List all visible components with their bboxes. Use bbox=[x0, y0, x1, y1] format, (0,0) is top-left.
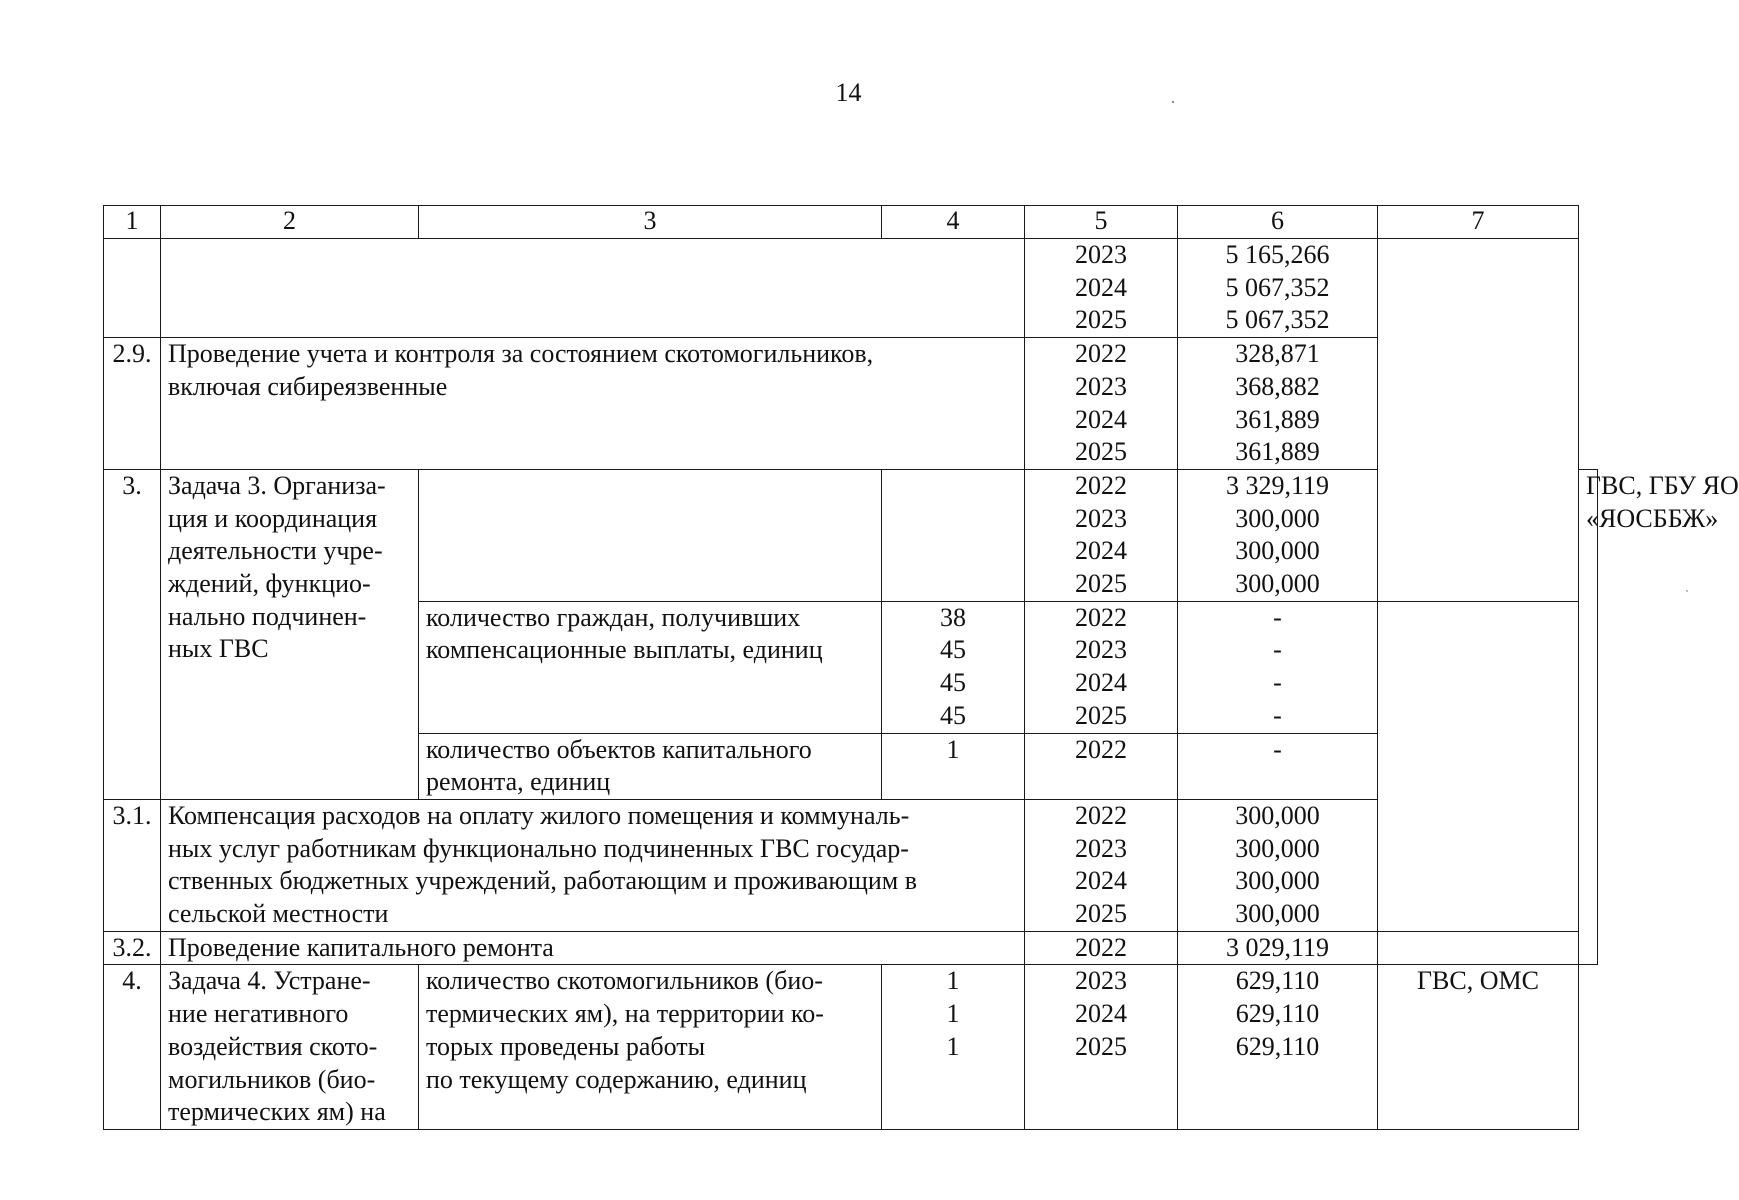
amount: 361,889 bbox=[1235, 437, 1320, 467]
executor-cell: ГВС, ОМС bbox=[1378, 965, 1579, 1130]
amount: - bbox=[1273, 700, 1282, 730]
text-line: нально подчинен- bbox=[168, 601, 367, 631]
years-cell bbox=[1025, 799, 1178, 931]
amount: 300,000 bbox=[1235, 800, 1320, 830]
text-line: ных ГВС bbox=[168, 634, 269, 664]
row-number: 4. bbox=[104, 965, 161, 1130]
amount: 629,110 bbox=[1235, 1031, 1320, 1061]
value-cell bbox=[882, 469, 1025, 601]
table-row-continuation bbox=[104, 239, 1598, 338]
text-line: количество объектов капитального bbox=[426, 734, 812, 764]
year: 2024 bbox=[1075, 272, 1127, 302]
year: 2022 bbox=[1025, 931, 1178, 965]
year: 2024 bbox=[1075, 668, 1127, 698]
text-line: количество скотомогильников (био- bbox=[426, 966, 823, 996]
amount: 629,110 bbox=[1235, 966, 1320, 996]
text-line: деятельности учре- bbox=[168, 536, 383, 566]
amount: 5 067,352 bbox=[1225, 305, 1330, 335]
amounts-cell bbox=[1178, 239, 1378, 338]
table-row-3-2 bbox=[104, 931, 1598, 965]
amount: 3 029,119 bbox=[1178, 931, 1378, 965]
amount: 368,882 bbox=[1235, 371, 1320, 401]
years-cell bbox=[1025, 338, 1178, 470]
year: 2022 bbox=[1075, 339, 1127, 369]
executor-cell-empty bbox=[1378, 239, 1579, 602]
amount: - bbox=[1273, 734, 1282, 764]
row-number: 3.2. bbox=[104, 931, 161, 965]
page-number: 14 bbox=[835, 78, 862, 107]
year: 2023 bbox=[1075, 966, 1127, 996]
year: 2025 bbox=[1075, 700, 1127, 730]
text-line: Проведение учета и контроля за состоянием скотомогильников, bbox=[168, 339, 874, 369]
text-line: ремонта, единиц bbox=[426, 767, 611, 797]
row-number: 2.9. bbox=[104, 338, 161, 470]
text-line: ных услуг работникам функционально подчиненных ГВС государ- bbox=[168, 833, 909, 863]
amount: 328,871 bbox=[1235, 339, 1320, 369]
header-row bbox=[104, 206, 1598, 239]
indicator-value: 1 bbox=[946, 1031, 960, 1061]
text-line: термических ям) на bbox=[168, 1097, 386, 1127]
indicator-text bbox=[419, 965, 882, 1130]
years-cell bbox=[1025, 239, 1178, 338]
amount: 5 067,352 bbox=[1225, 272, 1330, 302]
program-table bbox=[103, 205, 1739, 1130]
indicator-cell bbox=[419, 469, 882, 601]
header-cell: 6 bbox=[1178, 206, 1378, 239]
task-title bbox=[161, 965, 419, 1130]
year: 2024 bbox=[1075, 866, 1127, 896]
amount: 361,889 bbox=[1235, 404, 1320, 434]
indicator-value: 1 bbox=[946, 734, 960, 764]
amount: 5 165,266 bbox=[1225, 240, 1330, 269]
executor-line: «ЯОСББЖ» bbox=[1586, 503, 1719, 533]
year: 2025 bbox=[1075, 1031, 1127, 1061]
text-line: ция и координация bbox=[168, 503, 378, 533]
year: 2024 bbox=[1075, 404, 1127, 434]
row-number: 3.1. bbox=[104, 799, 161, 931]
scan-speck bbox=[1172, 101, 1174, 103]
text-line: могильников (био- bbox=[168, 1064, 376, 1094]
header-cell: 2 bbox=[161, 206, 419, 239]
indicator-value: 38 bbox=[940, 602, 966, 632]
year: 2023 bbox=[1075, 635, 1127, 665]
text-line: по текущему содержанию, единиц bbox=[426, 1064, 807, 1094]
year: 2022 bbox=[1075, 800, 1127, 830]
indicator-values bbox=[882, 965, 1025, 1130]
text-line: торых проведены работы bbox=[426, 1031, 706, 1061]
year: 2024 bbox=[1075, 536, 1127, 566]
indicator-value: 45 bbox=[940, 668, 966, 698]
text-cell bbox=[161, 239, 1025, 338]
amount: 300,000 bbox=[1235, 833, 1320, 863]
row-number: 3. bbox=[104, 469, 161, 799]
indicator-text bbox=[419, 733, 882, 799]
table-row-task-4 bbox=[104, 965, 1598, 1130]
text-line: Задача 4. Устране- bbox=[168, 966, 371, 996]
table-row-3-1 bbox=[104, 799, 1598, 931]
text-line: компенсационные выплаты, единиц bbox=[426, 635, 823, 665]
year: 2022 bbox=[1075, 734, 1127, 764]
amount: 3 329,119 bbox=[1225, 470, 1330, 500]
text-line: ждений, функцио- bbox=[168, 569, 371, 599]
indicator-values bbox=[882, 601, 1025, 733]
amounts-cell bbox=[1178, 338, 1378, 470]
amounts-cell bbox=[1178, 965, 1378, 1130]
year: 2025 bbox=[1075, 899, 1127, 929]
text-line: воздействия ското- bbox=[168, 1031, 378, 1061]
amount: 300,000 bbox=[1235, 866, 1320, 896]
text-line: ственных бюджетных учреждений, работающим и проживающим в bbox=[168, 866, 917, 896]
amounts-cell bbox=[1178, 733, 1378, 799]
task-title bbox=[161, 469, 419, 799]
amount: 300,000 bbox=[1235, 503, 1320, 533]
amount: 300,000 bbox=[1235, 569, 1320, 599]
header-cell: 4 bbox=[882, 206, 1025, 239]
table-row-2-9 bbox=[104, 338, 1598, 470]
year: 2023 bbox=[1075, 240, 1127, 269]
header-cell: 7 bbox=[1378, 206, 1579, 239]
executor-cell-empty bbox=[1378, 931, 1579, 965]
amount: 300,000 bbox=[1235, 536, 1320, 566]
year: 2025 bbox=[1075, 305, 1127, 335]
num-cell bbox=[104, 239, 161, 338]
indicator-values bbox=[882, 733, 1025, 799]
amount: 300,000 bbox=[1235, 899, 1320, 929]
year: 2023 bbox=[1075, 371, 1127, 401]
header-cell: 1 bbox=[104, 206, 161, 239]
amount: - bbox=[1273, 635, 1282, 665]
executor-line: ГВС, ГБУ ЯО bbox=[1586, 470, 1739, 500]
text-line: Задача 3. Организа- bbox=[168, 470, 386, 500]
year: 2023 bbox=[1075, 833, 1127, 863]
text-line: количество граждан, получивших bbox=[426, 602, 801, 632]
amount: 629,110 bbox=[1235, 999, 1320, 1029]
header-cell: 5 bbox=[1025, 206, 1178, 239]
activity-text bbox=[161, 338, 1025, 470]
years-cell bbox=[1025, 469, 1178, 601]
text-line: ние негативного bbox=[168, 999, 349, 1029]
header-cell: 3 bbox=[419, 206, 882, 239]
year: 2022 bbox=[1075, 470, 1127, 500]
text-line: Компенсация расходов на оплату жилого помещения и коммуналь- bbox=[168, 800, 910, 830]
activity-text bbox=[161, 799, 1025, 931]
scan-speck bbox=[1686, 590, 1688, 592]
year: 2025 bbox=[1075, 437, 1127, 467]
amounts-cell bbox=[1178, 469, 1378, 601]
amounts-cell bbox=[1178, 601, 1378, 733]
years-cell bbox=[1025, 601, 1178, 733]
years-cell bbox=[1025, 733, 1178, 799]
year: 2025 bbox=[1075, 569, 1127, 599]
amount: - bbox=[1273, 668, 1282, 698]
text-line: термических ям), на территории ко- bbox=[426, 999, 824, 1029]
text-line: включая сибиреязвенные bbox=[168, 371, 448, 401]
year: 2024 bbox=[1075, 999, 1127, 1029]
year: 2023 bbox=[1075, 503, 1127, 533]
indicator-value: 45 bbox=[940, 700, 966, 730]
indicator-value: 1 bbox=[946, 999, 960, 1029]
amounts-cell bbox=[1178, 799, 1378, 931]
indicator-text bbox=[419, 601, 882, 733]
amount: - bbox=[1273, 602, 1282, 632]
years-cell bbox=[1025, 965, 1178, 1130]
table-row-task-3 bbox=[104, 469, 1598, 601]
activity-text: Проведение капитального ремонта bbox=[161, 931, 1025, 965]
indicator-value: 45 bbox=[940, 635, 966, 665]
indicator-value: 1 bbox=[946, 966, 960, 996]
executor-cell bbox=[1579, 469, 1739, 965]
text-line: сельской местности bbox=[168, 899, 389, 929]
year: 2022 bbox=[1075, 602, 1127, 632]
